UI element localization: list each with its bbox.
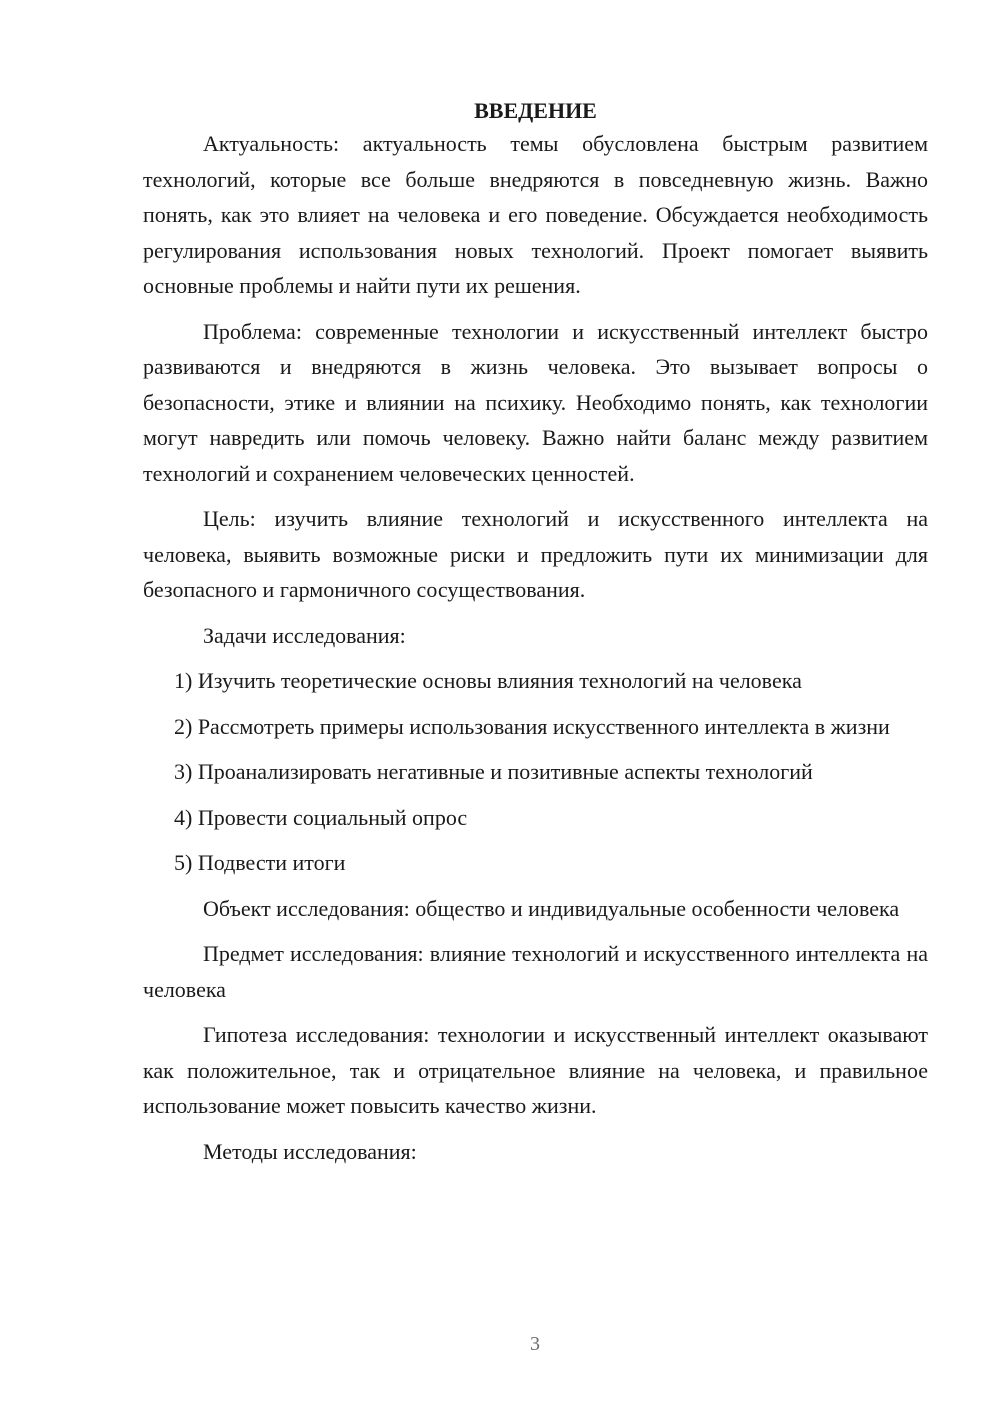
methods-heading: Методы исследования: [203, 1138, 417, 1164]
section-title: ВВЕДЕНИЕ [474, 98, 597, 123]
tasks-heading: Задачи исследования: [203, 622, 406, 648]
relevance-paragraph: Актуальность: актуальность темы обусловлена быстрым развитием технологий, которые все больше внедряются в повседневную жизнь. Важно понять, как это влияет на человека и его поведение. Обсуждается необходимость регулирования использования новых технологий. Проект помогает выявить основные проблемы и найти пути их решения. [143, 131, 928, 298]
subject-paragraph: Предмет исследования: влияние технологий и искусственного интеллекта на человека [143, 941, 928, 1002]
problem-paragraph: Проблема: современные технологии и искусственный интеллект быстро развиваются и внедряются в жизнь человека. Это вызывает вопросы о безопасности, этике и влиянии на психику. Необходимо понять, как технологии могут навредить или помочь человеку. Важно найти баланс между развитием технологий и сохранением человеческих ценностей. [143, 318, 928, 486]
task-item-2: 2) Рассмотреть примеры использования искусственного интеллекта в жизни [174, 713, 890, 739]
goal-paragraph: Цель: изучить влияние технологий и искусственного интеллекта на человека, выявить возможные риски и предложить пути их минимизации для безопасного и гармоничного сосуществования. [143, 506, 928, 602]
hypothesis-paragraph: Гипотеза исследования: технологии и искусственный интеллект оказывают как положительное, так и отрицательное влияние на человека, и правильное использование может повысить качество жизни. [143, 1022, 928, 1118]
task-item-3: 3) Проанализировать негативные и позитивные аспекты технологий [174, 759, 813, 784]
object-paragraph: Объект исследования: общество и индивидуальные особенности человека [203, 895, 900, 921]
page-content [143, 96, 928, 1169]
task-item-1: 1) Изучить теоретические основы влияния технологий на человека [174, 668, 802, 693]
page-number: 3 [530, 1333, 540, 1355]
task-item-5: 5) Подвести итоги [174, 850, 346, 875]
task-item-4: 4) Провести социальный опрос [174, 804, 468, 830]
